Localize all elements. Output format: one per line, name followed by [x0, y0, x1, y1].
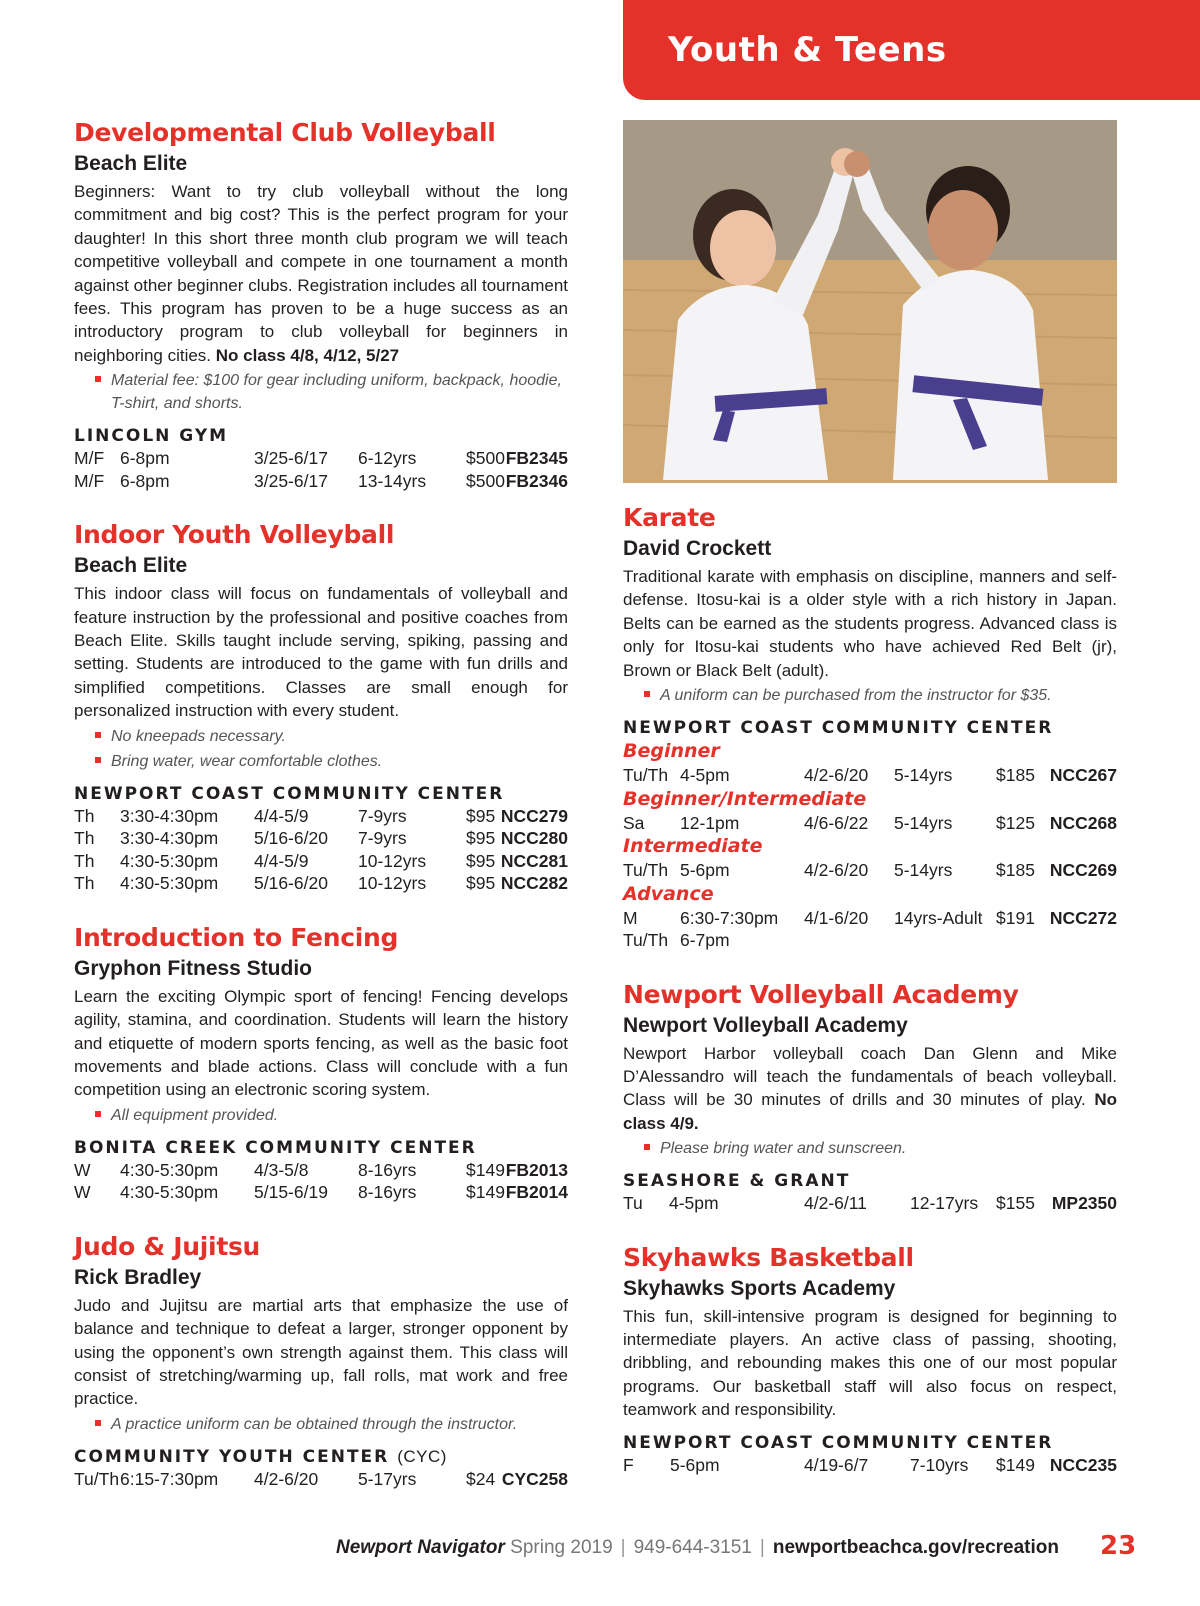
location-heading [623, 1432, 1117, 1454]
description-text: Beginners: Want to try club volleyball without the long commitment and big cost? This is the perfect program for your daughter! In this short three month club program we will teach competitive volleyball and compete in one tournament a month against other beginner clubs. Registration includes all tournament fees. This program has proven to be a huge success as an introductory program to club volleyball for beginners in neighboring cities. [74, 182, 568, 365]
location-name: NEWPORT COAST COMMUNITY CENTER [74, 783, 505, 804]
schedule-fee: $95 [466, 850, 496, 871]
schedule-fee: $149 [466, 1182, 505, 1203]
footer-separator: | [620, 1537, 626, 1558]
schedule-day: Th [74, 828, 95, 849]
location-name: BONITA CREEK COMMUNITY CENTER [74, 1137, 477, 1158]
course-code: NCC279 [500, 805, 568, 826]
schedule-time: 6-8pm [120, 470, 170, 491]
program-provider: Beach Elite [74, 152, 188, 175]
course-code: NCC268 [1049, 812, 1117, 833]
schedule-dates: 5/16-6/20 [254, 873, 328, 894]
program-title: Skyhawks Basketball [623, 1242, 914, 1272]
program-description [74, 180, 568, 367]
schedule-row [74, 447, 568, 470]
schedule-fee: $191 [996, 907, 1035, 928]
description-text: Judo and Jujitsu are martial arts that emphasize the use of balance and technique to defeat a larger, stronger opponent by using the opponent’s own strength against them. This class will consist of stretching/warming up, fall rolls, mat work and free practice. [74, 1295, 568, 1409]
course-code: CYC258 [501, 1468, 568, 1489]
schedule-day: Tu/Th [74, 1468, 120, 1489]
program-title: Developmental Club Volleyball [74, 118, 496, 147]
schedule-time: 4-5pm [680, 765, 730, 786]
description-text: Traditional karate with emphasis on discipline, manners and self-defense. Itosu-kai is a older style with a rich history in Japan. Belts can be earned as the students progress. Advanced class is only for Itosu-kai students who have achieved Red Belt (jr), Brown or Black Belt (adult). [623, 567, 1117, 680]
schedule-row [74, 1468, 568, 1491]
footer-phone: 949-644-3151 [633, 1537, 752, 1558]
schedule-ages: 7-10yrs [910, 1454, 969, 1475]
bullet-note [74, 1413, 568, 1436]
schedule-time: 4:30-5:30pm [120, 873, 219, 894]
schedule-day: Th [74, 873, 95, 894]
section-banner [623, 0, 1200, 100]
schedule-dates: 4/3-5/8 [254, 1159, 309, 1180]
karate-kids-illustration [623, 120, 1117, 483]
schedule-day: Tu/Th [623, 930, 669, 951]
location-heading [74, 425, 568, 447]
course-code: FB2345 [505, 448, 568, 469]
program-section [623, 978, 1117, 1215]
schedule-dates: 3/25-6/17 [254, 448, 328, 469]
schedule-dates: 5/15-6/19 [254, 1182, 328, 1203]
schedule-fee: $95 [466, 805, 496, 826]
schedule-ages: 10-12yrs [358, 850, 427, 871]
schedule-day: Sa [623, 812, 645, 833]
program-title: Indoor Youth Volleyball [74, 520, 395, 550]
schedule-note: No class 4/9. [623, 1090, 1117, 1133]
schedule-ages: 13-14yrs [358, 470, 427, 491]
program-section [74, 921, 568, 1204]
program-description [74, 582, 568, 722]
schedule-day: M/F [74, 448, 105, 469]
schedule-time: 12-1pm [680, 812, 740, 833]
footer-info [336, 1533, 1059, 1563]
bullet-text: A uniform can be purchased from the instructor for $35. [660, 687, 1052, 705]
footer-website-link[interactable]: newportbeachca.gov/recreation [772, 1537, 1059, 1558]
schedule-fee: $95 [466, 873, 496, 894]
bullet-text: Bring water, wear comfortable clothes. [111, 752, 383, 770]
schedule-row [74, 850, 568, 873]
schedule-ages: 5-17yrs [358, 1468, 417, 1489]
schedule-row [623, 812, 1117, 835]
description-text: This fun, skill-intensive program is designed for beginning to intermediate players. An active class of passing, shooting, dribbling, and rebounding makes this one of our most popular programs. Our basketball staff will also focus on respect, teamwork and responsibility. [623, 1306, 1117, 1420]
square-bullet-icon [95, 1420, 101, 1426]
square-bullet-icon [95, 757, 101, 763]
program-provider: David Crockett [623, 537, 772, 560]
schedule-dates: 4/1-6/20 [804, 907, 869, 928]
program-description [623, 565, 1117, 682]
schedule-day: Tu [623, 1193, 643, 1214]
schedule-day: M [623, 907, 638, 928]
description-text: This indoor class will focus on fundamentals of volleyball and feature instruction by the professional and positive coaches from Beach Elite. Skills taught include serving, spiking, passing and setting. Students are introduced to the game with fun drills and simplified competitions. Classes are small enough for personalized instruction with every student. [74, 584, 568, 721]
schedule-day: Tu/Th [623, 765, 669, 786]
location-heading [74, 783, 568, 805]
location-name: COMMUNITY YOUTH CENTER [74, 1446, 390, 1467]
schedule-time: 4:30-5:30pm [120, 1182, 219, 1203]
schedule-day: Th [74, 850, 95, 871]
schedule-dates: 5/16-6/20 [254, 828, 328, 849]
level-heading: Advance [623, 882, 714, 905]
course-code: FB2013 [505, 1159, 568, 1180]
bullet-note [623, 684, 1117, 707]
schedule-row [74, 805, 568, 828]
schedule-row [623, 1192, 1117, 1215]
schedule-note: No class 4/8, 4/12, 5/27 [215, 345, 400, 365]
schedule-ages: 5-14yrs [894, 812, 953, 833]
schedule-fee: $95 [466, 828, 496, 849]
karate-photo [623, 120, 1117, 483]
schedule-ages: 10-12yrs [358, 873, 427, 894]
program-title: Judo & Jujitsu [74, 1231, 261, 1261]
schedule-fee: $500 [466, 470, 505, 491]
square-bullet-icon [95, 1111, 101, 1117]
location-heading [623, 717, 1117, 739]
course-code: FB2346 [505, 470, 568, 491]
schedule-fee: $185 [996, 860, 1035, 881]
schedule-time: 6-7pm [680, 930, 730, 951]
schedule-dates: 4/4-5/9 [254, 805, 309, 826]
schedule-fee: $185 [996, 765, 1035, 786]
schedule-ages: 8-16yrs [358, 1182, 417, 1203]
schedule-row [74, 470, 568, 493]
right-column [623, 120, 1117, 1502]
bullet-note [74, 725, 568, 748]
schedule-time: 4:30-5:30pm [120, 850, 219, 871]
course-code: NCC267 [1049, 765, 1117, 786]
banner-title: Youth & Teens [668, 30, 947, 70]
location-heading [74, 1137, 568, 1159]
schedule-dates: 4/6-6/22 [804, 812, 869, 833]
schedule-time: 6-8pm [120, 448, 170, 469]
program-provider: Newport Volleyball Academy [623, 1013, 908, 1037]
schedule-row [74, 1181, 568, 1204]
program-title: Introduction to Fencing [74, 922, 399, 952]
schedule-fee: $24 [466, 1468, 496, 1489]
schedule-row [74, 1159, 568, 1182]
schedule-row [74, 827, 568, 850]
program-section [74, 116, 568, 492]
schedule-ages: 14yrs-Adult [894, 907, 983, 928]
program-provider: Gryphon Fitness Studio [74, 956, 313, 980]
bullet-note [74, 369, 568, 415]
level-heading: Intermediate [623, 835, 763, 858]
schedule-ages: 7-9yrs [358, 828, 407, 849]
program-title: Newport Volleyball Academy [623, 979, 1019, 1009]
page-number: 23 [1100, 1531, 1137, 1561]
schedule-day: M/F [74, 470, 105, 491]
schedule-day: Th [74, 805, 95, 826]
schedule-ages: 7-9yrs [358, 805, 407, 826]
left-column [74, 116, 568, 1516]
schedule-row [623, 907, 1117, 930]
schedule-day: Tu/Th [623, 860, 669, 881]
square-bullet-icon [95, 732, 101, 738]
schedule-time: 6:30-7:30pm [680, 907, 779, 928]
level-heading: Beginner/Intermediate [623, 787, 867, 810]
schedule-dates: 4/2-6/11 [804, 1193, 867, 1214]
course-code: NCC281 [500, 850, 568, 871]
course-code: NCC269 [1049, 860, 1117, 881]
schedule-ages: 12-17yrs [910, 1193, 979, 1214]
bullet-text: A practice uniform can be obtained through the instructor. [111, 1415, 518, 1433]
schedule-fee: $155 [996, 1193, 1035, 1214]
footer-brand: Newport Navigator [335, 1537, 505, 1558]
bullet-text: All equipment provided. [111, 1106, 279, 1124]
bullet-note [74, 750, 568, 773]
bullet-note [74, 1104, 568, 1127]
location-name: NEWPORT COAST COMMUNITY CENTER [623, 1432, 1054, 1453]
schedule-dates: 4/2-6/20 [254, 1468, 319, 1489]
schedule-ages: 5-14yrs [894, 860, 953, 881]
schedule-time: 5-6pm [680, 860, 730, 881]
location-abbreviation: (CYC) [397, 1446, 447, 1466]
schedule-dates: 3/25-6/17 [254, 470, 328, 491]
location-heading [623, 1170, 1117, 1192]
karate-section [623, 501, 1117, 952]
schedule-fee: $500 [466, 448, 505, 469]
course-code: MP2350 [1051, 1193, 1117, 1214]
schedule-fee: $125 [996, 812, 1035, 833]
schedule-time: 3:30-4:30pm [120, 805, 219, 826]
course-code: NCC282 [500, 873, 568, 894]
page-footer [0, 1533, 1200, 1563]
schedule-dates: 4/19-6/7 [804, 1454, 869, 1475]
level-heading: Beginner [623, 740, 720, 763]
program-provider: Beach Elite [74, 554, 188, 578]
bullet-note [623, 1137, 1117, 1160]
location-name: SEASHORE & GRANT [623, 1171, 851, 1192]
program-description [623, 1042, 1117, 1136]
location-name: NEWPORT COAST COMMUNITY CENTER [623, 718, 1054, 739]
square-bullet-icon [644, 1144, 650, 1150]
bullet-text: Material fee: $100 for gear including uniform, backpack, hoodie, T-shirt, and shorts. [111, 372, 562, 413]
schedule-time: 4:30-5:30pm [120, 1159, 219, 1180]
schedule-ages: 5-14yrs [894, 765, 953, 786]
program-provider: Rick Bradley [74, 1265, 202, 1289]
footer-separator: | [759, 1537, 765, 1558]
program-description [74, 1294, 568, 1411]
schedule-row [74, 872, 568, 895]
program-provider: Skyhawks Sports Academy [623, 1276, 896, 1300]
schedule-day: W [74, 1182, 91, 1203]
course-code: NCC235 [1049, 1454, 1117, 1475]
schedule-time: 6:15-7:30pm [120, 1468, 219, 1489]
location-heading [74, 1446, 568, 1468]
course-code: NCC272 [1049, 907, 1117, 928]
description-text: Newport Harbor volleyball coach Dan Glenn and Mike D’Alessandro will teach the fundamentals of beach volleyball. Class will be 30 minutes of drills and 30 minutes of play. [623, 1043, 1117, 1110]
schedule-row [623, 859, 1117, 882]
schedule-fee: $149 [996, 1454, 1035, 1475]
program-section [74, 518, 568, 894]
schedule-time: 3:30-4:30pm [120, 828, 219, 849]
schedule-ages: 6-12yrs [358, 448, 417, 469]
schedule-ages: 8-16yrs [358, 1159, 417, 1180]
schedule-dates: 4/4-5/9 [254, 850, 309, 871]
course-code: FB2014 [505, 1182, 568, 1203]
bullet-text: No kneepads necessary. [111, 727, 286, 745]
schedule-row [623, 1454, 1117, 1477]
schedule-dates: 4/2-6/20 [804, 765, 869, 786]
program-section [623, 1241, 1117, 1477]
program-description [623, 1305, 1117, 1422]
program-description [74, 985, 568, 1102]
schedule-fee: $149 [466, 1159, 505, 1180]
schedule-dates: 4/2-6/20 [804, 860, 869, 881]
program-title: Karate [623, 503, 716, 532]
course-code: NCC280 [500, 828, 568, 849]
square-bullet-icon [644, 691, 650, 697]
schedule-time: 4-5pm [669, 1193, 719, 1214]
schedule-row [623, 929, 1117, 952]
schedule-time: 5-6pm [670, 1454, 720, 1475]
schedule-row [623, 764, 1117, 787]
bullet-text: Please bring water and sunscreen. [660, 1140, 907, 1158]
description-text: Learn the exciting Olympic sport of fencing! Fencing develops agility, stamina, and coordination. Students will learn the history and etiquette of modern sports fencing, as well as the basic foot movements and blade actions. Class will conclude with a fun competition using an electronic scoring system. [74, 986, 568, 1100]
schedule-day: F [623, 1454, 634, 1475]
square-bullet-icon [95, 376, 101, 382]
location-name: LINCOLN GYM [74, 426, 229, 447]
schedule-day: W [74, 1159, 91, 1180]
footer-season: Spring 2019 [510, 1537, 613, 1558]
program-section [74, 1230, 568, 1491]
